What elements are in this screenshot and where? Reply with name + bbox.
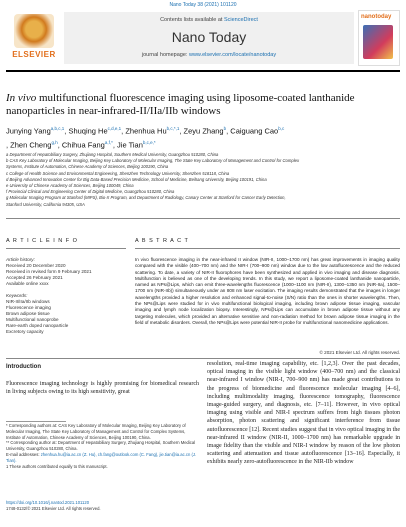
author-affil-sup: c,d,e,1 xyxy=(107,126,122,131)
article-info xyxy=(6,257,126,335)
footnote: 1 These authors contributed equally to this manuscript. xyxy=(6,463,108,469)
abstract-rule xyxy=(135,248,400,249)
affiliation: d Beijing Advanced Innovation Center for Big Data-Based Precision Medicine, School of Medicine, Beihang University, Beijing 100191, China xyxy=(6,176,267,182)
email-label: E-mail addresses: xyxy=(6,451,40,457)
keyword: Excretory capacity xyxy=(6,329,44,334)
sciencedirect-link[interactable]: ScienceDirect xyxy=(223,17,258,23)
email-links[interactable]: zhenhua.hu@ia.ac.cn (Z. Hu), ch.fang@outlook.com (C. Fang), jie.tian@ia.ac.cn (J. Tian). xyxy=(6,451,197,463)
elsevier-logo xyxy=(8,12,60,64)
title-text: multifunctional fluorescence imaging using liposome-coated lanthanide nanoparticles in near-infrared-II/IIa/IIb windows xyxy=(6,92,355,117)
affiliation: g Molecular Imaging Program at Stanford (MIPS), Bio-X Program, and Department of Radiology, Canary Center at Stanford for Cancer Early Detection, xyxy=(6,195,286,201)
affiliation: Systems, Institute of Automation, Chinese Academy of Sciences, Beijing 100190, China xyxy=(6,164,169,170)
author-link[interactable]: Junying Yang xyxy=(6,126,51,136)
author-link[interactable]: , Chihua Fang xyxy=(57,140,105,149)
affiliation: b CAS Key Laboratory of Molecular Imaging, Beijing Key Laboratory of Molecular Imaging, The State Key Laboratory of Management and Control for Complex xyxy=(6,158,300,164)
history-label: Article history: xyxy=(6,257,35,262)
issn-line: 1748-0132/© 2021 Elsevier Ltd. All rights reserved. xyxy=(6,505,101,511)
email-line xyxy=(6,452,199,464)
copyright: © 2021 Elsevier Ltd. All rights reserved. xyxy=(319,350,400,355)
affiliation: e University of Chinese Academy of Sciences, Beijing 100049, China xyxy=(6,183,134,189)
history-item: Available online xxxx xyxy=(6,281,49,286)
keyword: Brown adipose tissue xyxy=(6,311,50,316)
journal-title: Nano Today xyxy=(171,29,247,45)
keyword: Fluorescence imaging xyxy=(6,305,51,310)
author-link[interactable]: , Caiguang Cao xyxy=(226,126,279,136)
publisher-name: ELSEVIER xyxy=(12,50,56,59)
affiliation: a Department of Hepatobiliary Surgery, Zhujiang Hospital, Southern Medical University, Guangzhou 510280, China xyxy=(6,152,219,157)
history-item: Received 20 December 2020 xyxy=(6,263,66,268)
abstract-text: In vivo fluorescence imaging in the near-infrared II window (NIR-II, 1000–1700 nm) has great improvements in imaging quality compared with the visible (400–700 nm) and the NIR-I (700–900 nm) window due to the low autofluorescence and the reduced scattering. To date, a variety of NIR-II fluorophores have been synthesized and applied in vivo imaging and disease diagnosis. Multifunction is believed as one of the developing trends. In this study, we report a liposome-coated lanthanide nanoparticle, named as NPs@Lips, which can emit three-wavelengths fluorescence (1000–1100 nm (NIR-II), 1300–1350 nm (NIR-IIa), 1500–1700 nm (NIR-IIb)) simultaneously under an 808 nm laser excitation. The imaging results demonstrated that the images in longer wavelengths provided a higher resolution and enhanced signal-to-noise (S/N) ratio than the ones in shorter wavelengths. Then, the NPs@Lips were studied for in vivo multifunctional biological imaging, including brown adipose tissue imaging, vascular imaging and lymph node localization biopsy. Interestingly, NPs@Lips can accumulate in brown adipose tissue without any targeting molecules, which provided an alternative sensitive and non-radiation method for brown adipose tissue imaging in the field of metabolic disorders. Overall, the NPs@Lips were potential NIR-II probe for multifunctional nanomedicine applications. xyxy=(135,257,400,325)
author-affil-sup: b,c xyxy=(278,126,285,131)
intro-left-column: Fluorescence imaging technology is highly promising for biomedical research in living subjects owing to its high sensitivity, great xyxy=(6,381,199,395)
author-affil-sup: b xyxy=(223,126,227,131)
author-list xyxy=(6,123,400,150)
abstract-heading: A B S T R A C T xyxy=(135,238,189,244)
author-affil-sup: b,c,e,* xyxy=(142,139,156,145)
author-affil-sup: g,h xyxy=(51,139,58,145)
homepage-line: journal homepage: www.elsevier.com/locate/nanotoday xyxy=(141,52,277,58)
footnote: * Corresponding authors at: CAS Key Laboratory of Molecular Imaging, Beijing Key Laboratory of Molecular Imaging, The State Key Laboratory of Management and Control for Complex Systems, Institute of Automation, Chinese Academy of Sciences, Beijing 100190, China. xyxy=(6,423,186,440)
footnotes xyxy=(6,423,199,469)
keywords-label: Keywords: xyxy=(6,293,28,298)
footnote-rule xyxy=(6,421,66,422)
author-link[interactable]: , Zhenhua Hu xyxy=(121,126,167,136)
doi-link[interactable]: https://doi.org/10.1016/j.nantod.2021.101120 xyxy=(6,500,90,505)
history-item: Accepted 26 February 2021 xyxy=(6,275,63,280)
affiliation: Stanford University, California 94305, USA xyxy=(6,201,85,207)
affil-rule xyxy=(6,218,400,219)
masthead xyxy=(64,12,354,64)
history-item: Received in revised form 9 February 2021 xyxy=(6,269,92,274)
homepage-link[interactable]: www.elsevier.com/locate/nanotoday xyxy=(188,52,277,58)
keyword: NIR-II/IIa/IIb windows xyxy=(6,299,50,304)
author-link[interactable]: , Zhen Cheng xyxy=(6,140,52,149)
article-info-rule xyxy=(6,248,126,249)
journal-cover xyxy=(358,10,400,66)
affiliation: f Provincial Clinical and Engineering Center of Digital Medicine, Guangzhou 510280, China xyxy=(6,189,175,195)
footnote: ** Corresponding author at: Department of Hepatobiliary Surgery, Zhujiang Hospital, Southern Medical University, Guangzhou 510280, China. xyxy=(6,440,196,452)
intro-right-column: resolution, real-time imaging capability, etc. [1,2,3]. Over the past decades, optical imaging in the visible light window (400–700 nm) and the classical near-infrared I window (NIR-I, 700–900 nm) has made great contributions to the progress of biomedicine and fluorescence molecular imaging [4–6], including multimodality imaging, fluorescence tomography, fluorescence image-guided surgery, and diagnosis, etc. [7–11]. However, in vivo optical imaging using visible and NIR-I spectrum suffers from high tissues photon absorption, photon scattering and significant interference from tissue autofluorescence [12]. Recent studies suggest that in vivo optical imaging in the near-infrared II window (NIR-II, 1000–1700 nm) has remarkable upgrade in image fidelity than the visible and NIR-I window by reason of the low photon scattering and attenuation and tissue autofluorescence [13–16]. Especially, it exhibits nearly zero-autofluorescence in the NIR-IIb window xyxy=(207,361,400,466)
affiliations xyxy=(6,152,400,208)
author-link[interactable]: , Shuqing He xyxy=(64,126,108,136)
article-info-heading: A R T I C L E I N F O xyxy=(6,238,78,244)
elsevier-tree-icon xyxy=(14,14,54,48)
affiliation: c College of Health Science and Environmental Engineering, Shenzhen Technology University, Shenzhen 518118, China xyxy=(6,170,230,176)
title-italic: In vivo xyxy=(6,92,37,104)
article-title xyxy=(6,92,386,118)
author-affil-sup: b,c,*,1 xyxy=(166,126,180,131)
contents-line: Contents lists available at ScienceDirect xyxy=(160,17,258,23)
cover-title: nanotoday xyxy=(361,14,392,20)
keyword: Rare-earth doped nanoparticle xyxy=(6,323,69,328)
intro-heading: Introduction xyxy=(6,364,41,370)
author-link[interactable]: , Zeyu Zhang xyxy=(179,126,224,136)
author-link[interactable]: , Jie Tian xyxy=(112,140,143,149)
journal-header xyxy=(6,10,400,66)
cover-image xyxy=(363,25,393,59)
abstract-end-rule xyxy=(6,358,400,359)
running-header: Nano Today 38 (2021) 101120 xyxy=(169,2,237,8)
header-rule xyxy=(6,70,400,72)
author-affil-sup: a,b,c,1 xyxy=(50,126,65,131)
author-affil-sup: a,f,* xyxy=(104,139,113,145)
keyword: Multifunctional nanoprobe xyxy=(6,317,59,322)
doi-block xyxy=(6,500,206,512)
